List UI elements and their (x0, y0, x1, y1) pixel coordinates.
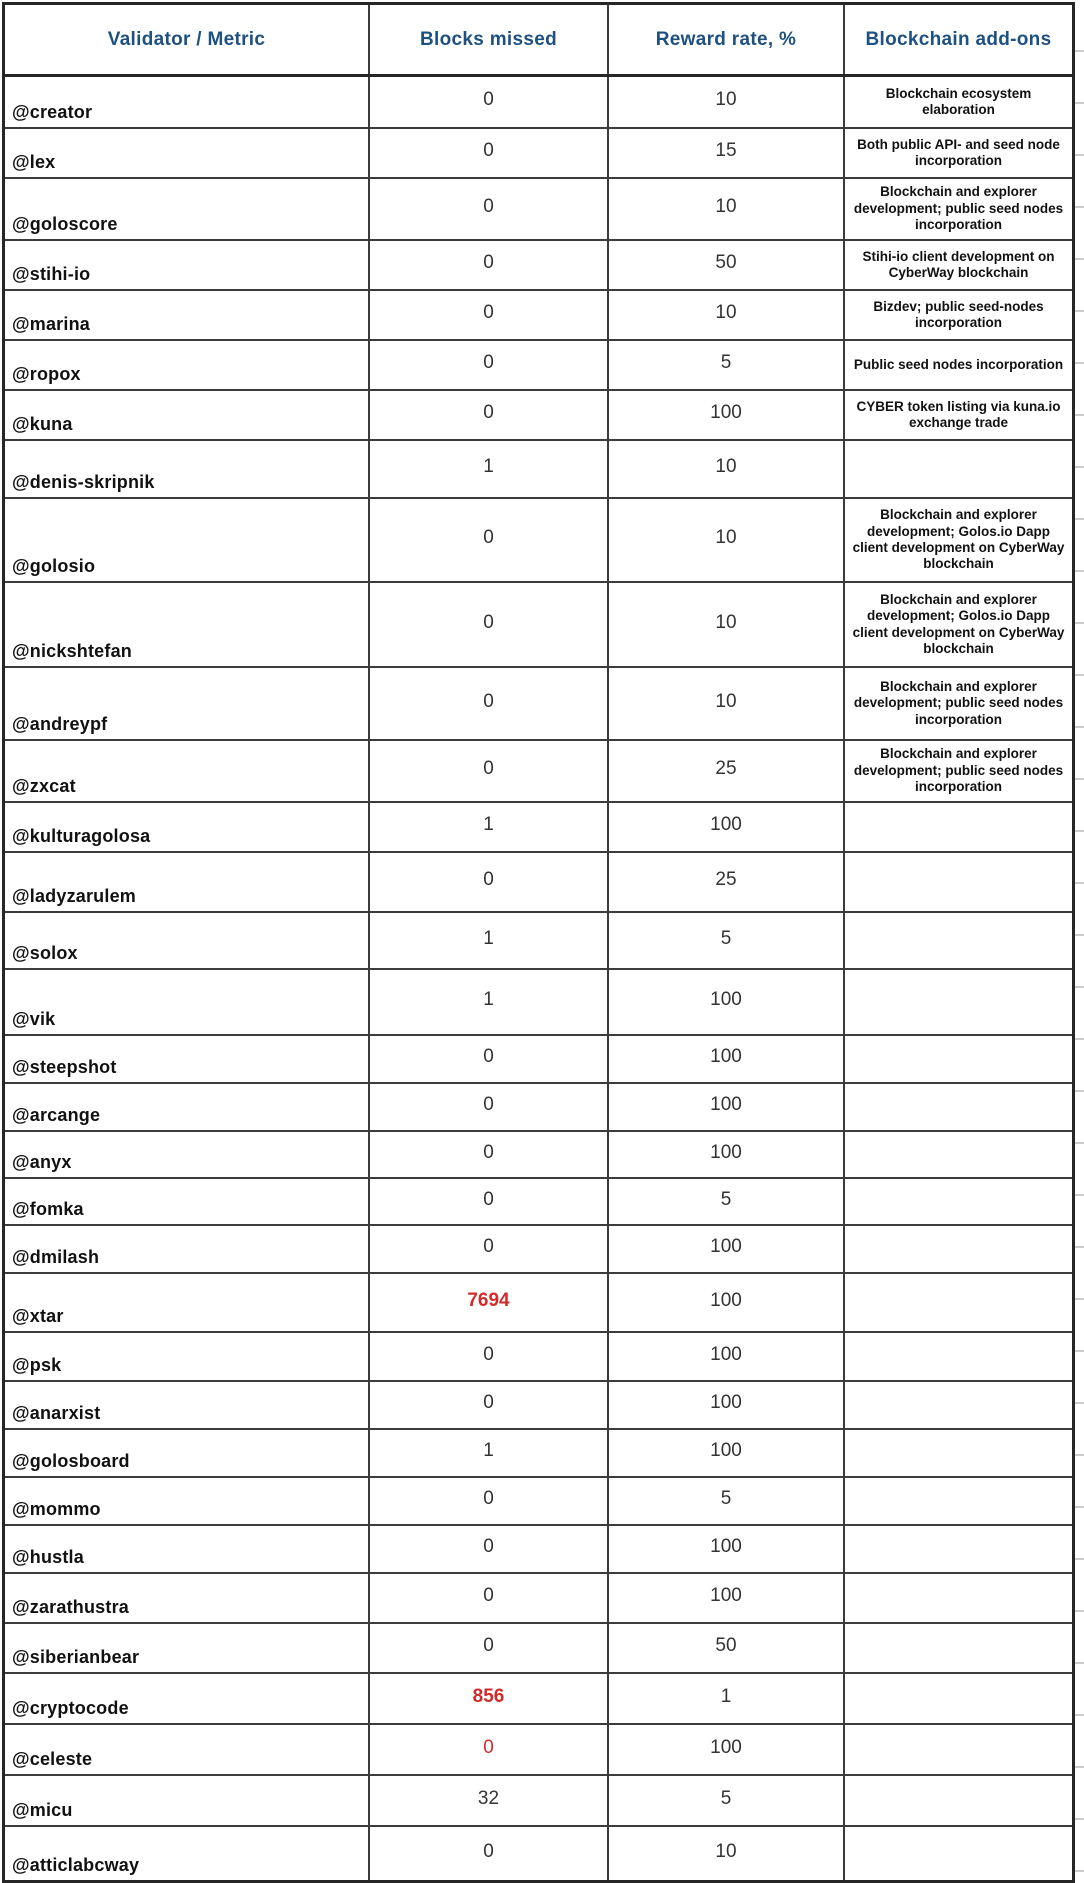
reward-rate-cell: 100 (609, 1333, 845, 1380)
table-row (5, 1478, 1072, 1526)
validator-name-cell: @kuna (5, 391, 370, 439)
table-row (5, 499, 1072, 583)
addons-cell (845, 1526, 1072, 1572)
table-row (5, 1574, 1072, 1624)
blocks-missed-cell: 0 (370, 391, 609, 439)
validator-name-cell: @zarathustra (5, 1574, 370, 1622)
column-header-validator-metric: Validator / Metric (5, 5, 370, 74)
addons-cell: Blockchain ecosystem elaboration (885, 85, 1032, 117)
blocks-missed-cell: 0 (370, 853, 609, 911)
table-row (5, 1430, 1072, 1478)
column-header-reward-rate: Reward rate, % (609, 5, 845, 74)
addons-cell (845, 970, 1072, 1034)
validator-name-cell: @cryptocode (5, 1674, 370, 1723)
validator-name-cell: @siberianbear (5, 1624, 370, 1672)
validator-name-cell: @denis-skripnik (5, 441, 370, 497)
validator-name-cell: @goloscore (5, 179, 370, 239)
blocks-missed-cell: 0 (370, 1574, 609, 1622)
validator-name-cell: @steepshot (5, 1036, 370, 1082)
reward-rate-cell: 100 (609, 803, 845, 851)
addons-cell (845, 853, 1072, 911)
blocks-missed-cell: 0 (370, 1624, 609, 1672)
blocks-missed-cell: 1 (370, 970, 609, 1034)
table-row (5, 803, 1072, 853)
validator-name-cell: @golosio (5, 499, 370, 581)
addons-cell (845, 1274, 1072, 1331)
validator-name-cell: @dmilash (5, 1226, 370, 1272)
blocks-missed-cell: 0 (370, 291, 609, 339)
reward-rate-cell: 100 (609, 391, 845, 439)
validator-name-cell: @vik (5, 970, 370, 1034)
reward-rate-cell: 10 (609, 499, 845, 581)
addons-cell (845, 1226, 1072, 1272)
reward-rate-cell: 10 (609, 179, 845, 239)
table-row (5, 741, 1072, 803)
reward-rate-cell: 10 (609, 77, 845, 127)
table-row (5, 1776, 1072, 1827)
addons-cell: Bizdev; public seed-nodes incorporation (873, 298, 1044, 330)
blocks-missed-cell: 0 (370, 179, 609, 239)
reward-rate-cell: 100 (609, 1382, 845, 1428)
addons-cell (845, 441, 1072, 497)
validator-name-cell: @psk (5, 1333, 370, 1380)
reward-rate-cell: 100 (609, 1132, 845, 1177)
table-row (5, 1382, 1072, 1430)
table-row (5, 391, 1072, 441)
blocks-missed-cell: 0 (370, 129, 609, 177)
validator-name-cell: @nickshtefan (5, 583, 370, 666)
addons-cell: Public seed nodes incorporation (853, 356, 1064, 372)
blocks-missed-cell: 0 (370, 1725, 609, 1774)
addons-cell: CYBER token listing via kuna.io exchange trade (856, 398, 1061, 430)
table-row (5, 853, 1072, 913)
blocks-missed-cell: 0 (370, 341, 609, 389)
blocks-missed-cell: 0 (370, 499, 609, 581)
validator-name-cell: @golosboard (5, 1430, 370, 1476)
addons-cell (845, 1725, 1072, 1774)
reward-rate-cell: 5 (609, 341, 845, 389)
blocks-missed-cell: 0 (370, 1382, 609, 1428)
table-row (5, 77, 1072, 129)
table-row (5, 1226, 1072, 1274)
reward-rate-cell: 10 (609, 668, 845, 739)
addons-cell (845, 1478, 1072, 1524)
table-row (5, 441, 1072, 499)
blocks-missed-cell: 1 (370, 803, 609, 851)
table-row (5, 341, 1072, 391)
reward-rate-cell: 100 (609, 1430, 845, 1476)
reward-rate-cell: 100 (609, 1226, 845, 1272)
blocks-missed-cell: 0 (370, 77, 609, 127)
validator-name-cell: @micu (5, 1776, 370, 1825)
validator-name-cell: @anyx (5, 1132, 370, 1177)
table-row (5, 913, 1072, 970)
validator-name-cell: @hustla (5, 1526, 370, 1572)
validator-name-cell: @kulturagolosa (5, 803, 370, 851)
reward-rate-cell: 100 (609, 1084, 845, 1130)
addons-cell (845, 1430, 1072, 1476)
reward-rate-cell: 100 (609, 970, 845, 1034)
reward-rate-cell: 10 (609, 583, 845, 666)
column-header-blockchain-addons: Blockchain add-ons (865, 28, 1052, 50)
blocks-missed-cell: 0 (370, 1333, 609, 1380)
reward-rate-cell: 50 (609, 1624, 845, 1672)
addons-cell: Blockchain and explorer development; public seed nodes incorporation (853, 184, 1064, 233)
addons-cell: Both public API- and seed node incorporation (857, 136, 1060, 168)
blocks-missed-cell: 7694 (370, 1274, 609, 1331)
addons-cell (845, 1574, 1072, 1622)
blocks-missed-cell: 0 (370, 1084, 609, 1130)
addons-cell (845, 1333, 1072, 1380)
reward-rate-cell: 100 (609, 1036, 845, 1082)
addons-cell (845, 1132, 1072, 1177)
blocks-missed-cell: 0 (370, 1036, 609, 1082)
reward-rate-cell: 10 (609, 441, 845, 497)
addons-cell (845, 1776, 1072, 1825)
blocks-missed-cell: 0 (370, 1526, 609, 1572)
table-row (5, 1827, 1072, 1880)
blocks-missed-cell: 1 (370, 1430, 609, 1476)
addons-cell: Blockchain and explorer development; Golos.io Dapp client development on CyberWay blockchain (852, 507, 1065, 572)
validator-name-cell: @xtar (5, 1274, 370, 1331)
reward-rate-cell: 100 (609, 1526, 845, 1572)
blocks-missed-cell: 1 (370, 913, 609, 968)
validator-name-cell: @stihi-io (5, 241, 370, 289)
blocks-missed-cell: 0 (370, 741, 609, 801)
validator-name-cell: @atticlabcway (5, 1827, 370, 1880)
table-row (5, 241, 1072, 291)
table-row (5, 1674, 1072, 1725)
addons-cell (845, 803, 1072, 851)
addons-cell: Blockchain and explorer development; Golos.io Dapp client development on CyberWay blockchain (852, 591, 1065, 656)
addons-cell (845, 1674, 1072, 1723)
validator-name-cell: @solox (5, 913, 370, 968)
table-row (5, 129, 1072, 179)
blocks-missed-cell: 0 (370, 1827, 609, 1880)
reward-rate-cell: 1 (609, 1674, 845, 1723)
table-row (5, 1624, 1072, 1674)
validator-name-cell: @andreypf (5, 668, 370, 739)
reward-rate-cell: 10 (609, 291, 845, 339)
reward-rate-cell: 5 (609, 913, 845, 968)
blocks-missed-cell: 0 (370, 1226, 609, 1272)
blocks-missed-cell: 32 (370, 1776, 609, 1825)
validator-name-cell: @arcange (5, 1084, 370, 1130)
table-header-row (5, 5, 1072, 77)
table-row (5, 1036, 1072, 1084)
blocks-missed-cell: 0 (370, 241, 609, 289)
reward-rate-cell: 15 (609, 129, 845, 177)
addons-cell (845, 913, 1072, 968)
reward-rate-cell: 100 (609, 1574, 845, 1622)
table-row (5, 291, 1072, 341)
reward-rate-cell: 5 (609, 1179, 845, 1224)
addons-cell: Blockchain and explorer development; public seed nodes incorporation (853, 746, 1064, 795)
validators-table (2, 2, 1075, 1883)
blocks-missed-cell: 0 (370, 668, 609, 739)
addons-cell (845, 1179, 1072, 1224)
reward-rate-cell: 100 (609, 1725, 845, 1774)
reward-rate-cell: 5 (609, 1776, 845, 1825)
table-row (5, 179, 1072, 241)
blocks-missed-cell: 0 (370, 583, 609, 666)
addons-cell (845, 1382, 1072, 1428)
validator-name-cell: @ladyzarulem (5, 853, 370, 911)
addons-cell: Blockchain and explorer development; public seed nodes incorporation (853, 678, 1064, 727)
addons-cell: Stihi-io client development on CyberWay blockchain (862, 248, 1055, 280)
addons-cell (845, 1084, 1072, 1130)
table-row (5, 1725, 1072, 1776)
validator-name-cell: @ropox (5, 341, 370, 389)
reward-rate-cell: 100 (609, 1274, 845, 1331)
addons-cell (845, 1827, 1072, 1880)
validator-name-cell: @marina (5, 291, 370, 339)
validator-name-cell: @lex (5, 129, 370, 177)
reward-rate-cell: 10 (609, 1827, 845, 1880)
addons-cell (845, 1624, 1072, 1672)
table-row (5, 1274, 1072, 1333)
blocks-missed-cell: 856 (370, 1674, 609, 1723)
table-row (5, 1084, 1072, 1132)
reward-rate-cell: 25 (609, 741, 845, 801)
column-header-blocks-missed: Blocks missed (370, 5, 609, 74)
blocks-missed-cell: 1 (370, 441, 609, 497)
validator-name-cell: @creator (5, 77, 370, 127)
table-row (5, 970, 1072, 1036)
validator-name-cell: @celeste (5, 1725, 370, 1774)
addons-cell (845, 1036, 1072, 1082)
validator-name-cell: @mommo (5, 1478, 370, 1524)
table-row (5, 1132, 1072, 1179)
blocks-missed-cell: 0 (370, 1478, 609, 1524)
table-row (5, 1526, 1072, 1574)
validator-name-cell: @zxcat (5, 741, 370, 801)
table-row (5, 1333, 1072, 1382)
reward-rate-cell: 50 (609, 241, 845, 289)
table-row (5, 583, 1072, 668)
reward-rate-cell: 5 (609, 1478, 845, 1524)
background-gridlines (1075, 0, 1084, 1879)
reward-rate-cell: 25 (609, 853, 845, 911)
table-body (5, 77, 1072, 1880)
validator-name-cell: @anarxist (5, 1382, 370, 1428)
table-row (5, 1179, 1072, 1226)
table-row (5, 668, 1072, 741)
blocks-missed-cell: 0 (370, 1179, 609, 1224)
blocks-missed-cell: 0 (370, 1132, 609, 1177)
validator-name-cell: @fomka (5, 1179, 370, 1224)
